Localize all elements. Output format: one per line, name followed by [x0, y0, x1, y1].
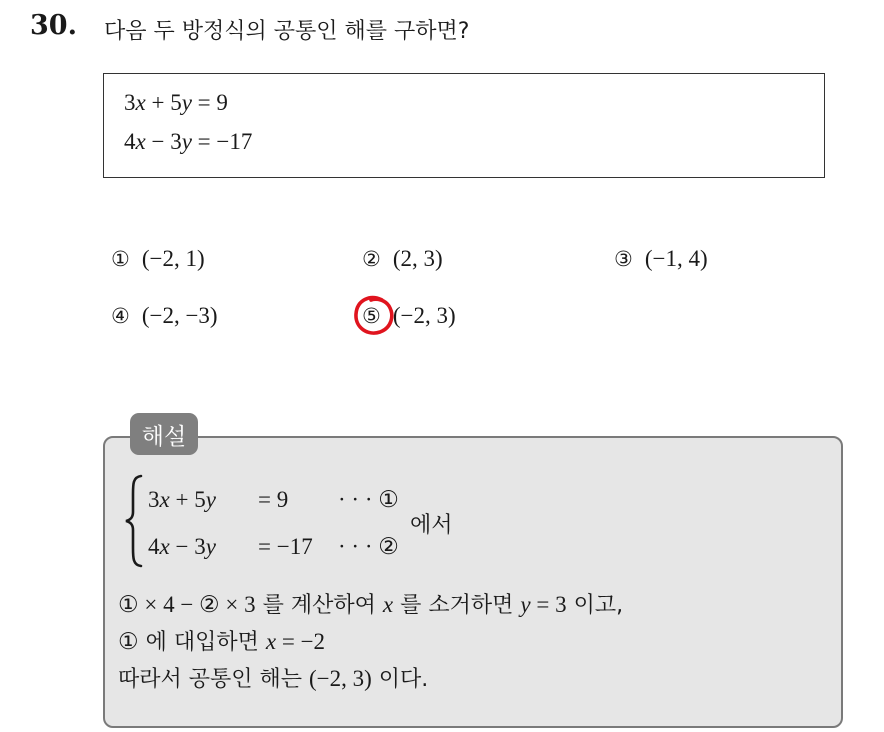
- solution-line-2: ① 에 대입하면 x = −2: [118, 629, 326, 655]
- equation-2: 4x − 3y = −17: [124, 129, 253, 154]
- system-eq1-ref: · · · ①: [338, 487, 399, 512]
- solution-line-1: ① × 4 − ② × 3 를 계산하여 x 를 소거하면 y = 3 이고,: [118, 592, 624, 618]
- equation-1: 3x + 5y = 9: [124, 90, 228, 115]
- line1-expression: ① × 4 − ② × 3: [118, 592, 256, 617]
- system-eq1-rhs: = 9: [258, 487, 289, 512]
- solution-tag: 해설: [130, 413, 198, 455]
- line3-text-2: 이다.: [371, 667, 429, 692]
- line1-text-3: 이고,: [566, 593, 624, 618]
- choice-3[interactable]: [614, 246, 708, 272]
- eq1-rhs: 9: [216, 90, 228, 115]
- sys1-coef-x: 3: [148, 487, 160, 512]
- choice-4-mark: ④: [111, 304, 130, 328]
- choice-1-mark: ①: [111, 247, 130, 271]
- left-brace-icon: [124, 474, 144, 568]
- choice-3-mark: ③: [614, 247, 633, 271]
- choice-1-value: (−2, 1): [141, 246, 205, 271]
- system-eq2-lhs: 4x − 3y: [148, 534, 216, 559]
- eseo-text: 에서: [410, 513, 453, 538]
- choice-2-value: (2, 3): [392, 246, 443, 271]
- eq1-coef-x: 3: [124, 90, 136, 115]
- question-number: 30.: [30, 10, 77, 41]
- line3-value: (−2, 3): [309, 666, 372, 691]
- sys2-coef-x: 4: [148, 534, 160, 559]
- line2-text-1: 에 대입하면: [138, 630, 266, 655]
- question-text: 다음 두 방정식의 공통인 해를 구하면?: [104, 19, 470, 44]
- choice-4[interactable]: [111, 303, 218, 329]
- choice-2-mark: ②: [362, 247, 381, 271]
- line1-text-2: 를 소거하면: [393, 593, 521, 618]
- equation-box: [103, 73, 825, 178]
- line1-text-1: 를 계산하여: [255, 593, 383, 618]
- line2-mark: ①: [118, 629, 139, 654]
- eq2-coef-x: 4: [124, 129, 136, 154]
- line2-value: = −2: [281, 629, 326, 654]
- choice-5-mark: ⑤: [362, 304, 381, 328]
- line3-text-1: 따라서 공통인 해는: [118, 667, 309, 692]
- solution-line-3: [118, 662, 428, 693]
- choice-1[interactable]: [111, 246, 205, 272]
- sys1-coef-y: 5: [194, 487, 206, 512]
- system-eq2-ref: · · · ②: [338, 534, 399, 559]
- eq1-coef-y: 5: [170, 90, 182, 115]
- eq2-rhs: −17: [216, 129, 253, 154]
- answer-circle-icon: [352, 294, 398, 338]
- eq2-coef-y: 3: [170, 129, 182, 154]
- choice-2[interactable]: [362, 246, 443, 272]
- choice-3-value: (−1, 4): [644, 246, 708, 271]
- choice-4-value: (−2, −3): [141, 303, 218, 328]
- system-eq1-lhs: 3x + 5y: [148, 487, 216, 512]
- line1-value: = 3: [536, 592, 567, 617]
- system-eq2-rhs: = −17: [258, 534, 313, 559]
- choice-5-value: (−2, 3): [392, 303, 456, 328]
- sys2-coef-y: 3: [194, 534, 206, 559]
